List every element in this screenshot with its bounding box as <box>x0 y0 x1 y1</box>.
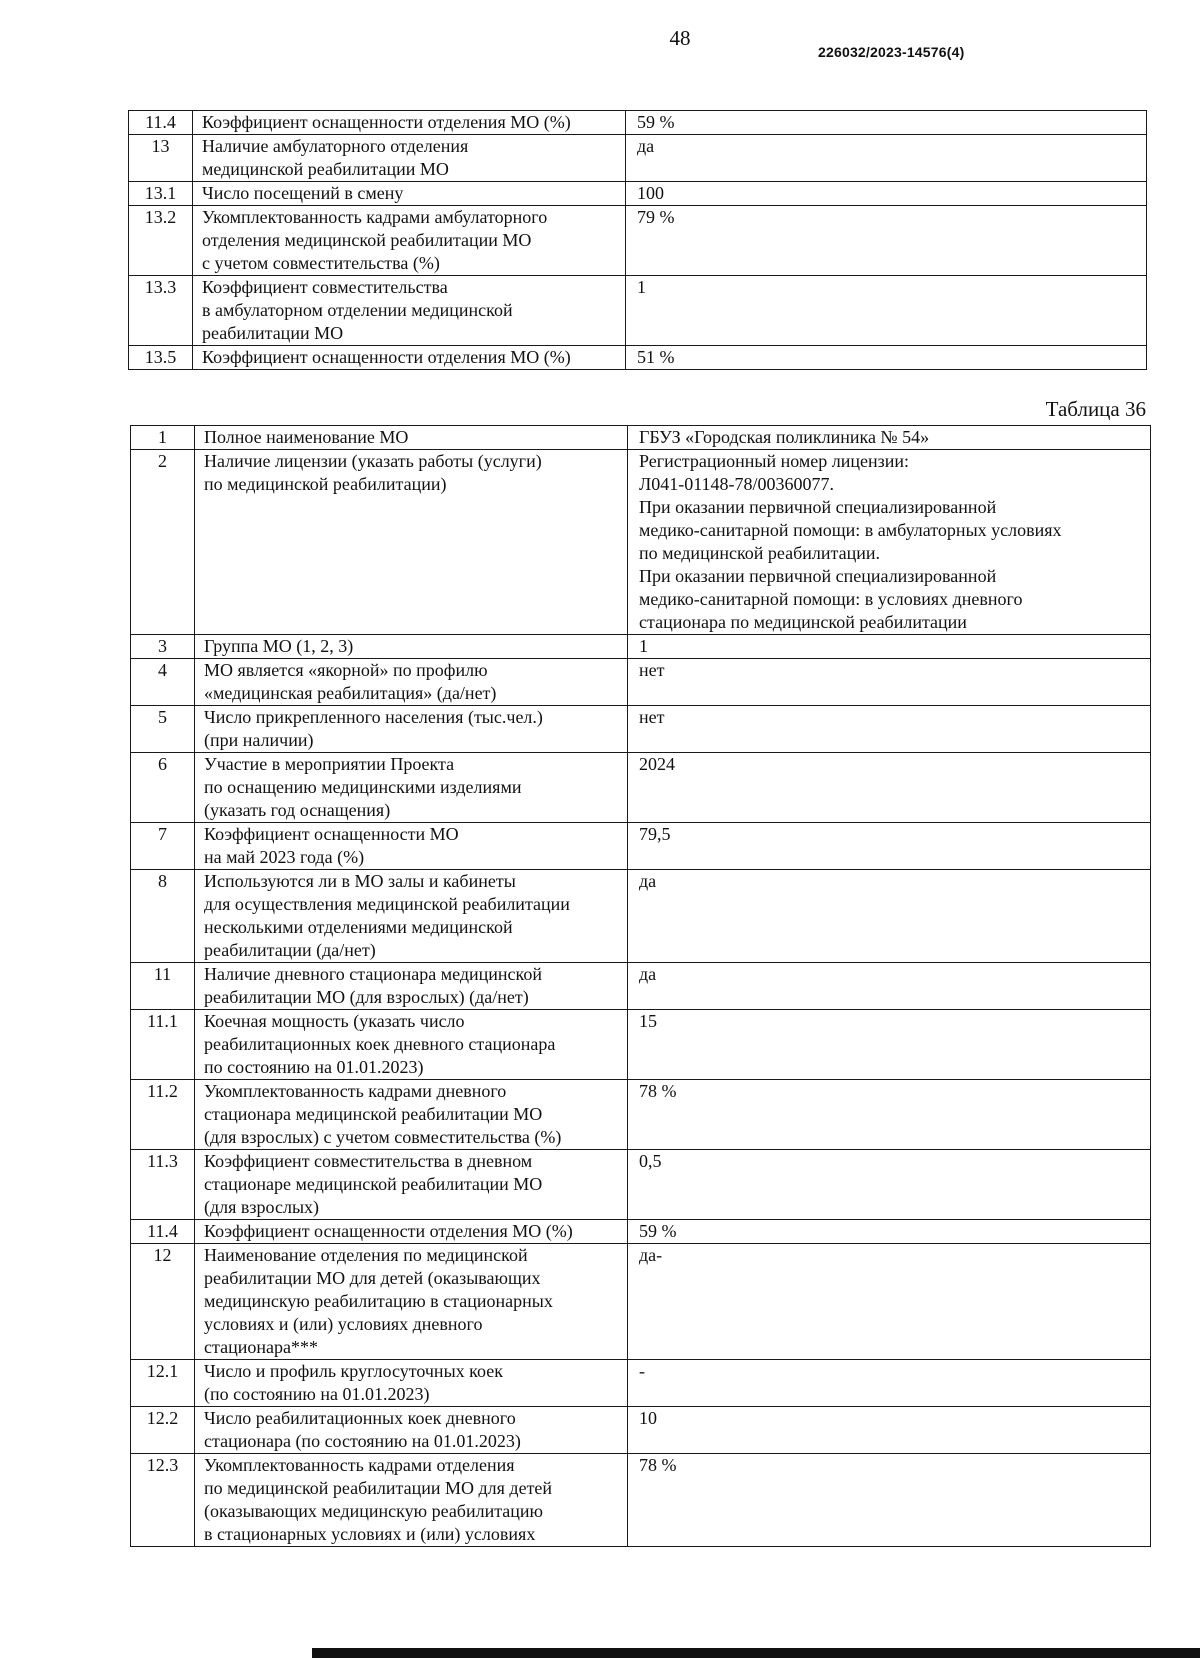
value-line: 100 <box>637 183 664 203</box>
value-line: да <box>639 964 657 984</box>
top-table <box>128 110 1147 370</box>
row-label <box>195 1220 628 1244</box>
value-line: 78 % <box>639 1455 677 1475</box>
label-line: реабилитации МО (для взрослых) (да/нет) <box>204 987 529 1007</box>
row-label <box>195 1407 628 1454</box>
value-line: да <box>639 871 657 891</box>
label-line: с учетом совместительства (%) <box>202 253 440 273</box>
label-line: Число прикрепленного населения (тыс.чел.) <box>204 707 543 727</box>
label-line: Наличие амбулаторного отделения <box>202 136 469 156</box>
label-line: на май 2023 года (%) <box>204 847 365 867</box>
label-line: (для взрослых) <box>204 1197 320 1217</box>
label-line: (указать год оснащения) <box>204 800 391 820</box>
label-line: Группа МО (1, 2, 3) <box>204 636 354 656</box>
label-line: реабилитации МО <box>202 323 344 343</box>
label-line: стационара медицинской реабилитации МО <box>204 1104 543 1124</box>
label-line: Коэффициент совместительства <box>202 277 448 297</box>
row-value <box>628 823 1151 870</box>
row-label <box>195 1010 628 1080</box>
table-row <box>131 1220 1151 1244</box>
row-number: 11.4 <box>129 111 193 135</box>
row-number: 12.1 <box>131 1360 195 1407</box>
row-value <box>626 111 1147 135</box>
row-number: 11.2 <box>131 1080 195 1150</box>
label-line: по медицинской реабилитации) <box>204 474 447 494</box>
label-line: Коэффициент оснащенности отделения МО (%) <box>204 1221 573 1241</box>
value-line: Регистрационный номер лицензии: <box>639 451 910 471</box>
row-number: 13.1 <box>129 182 193 206</box>
table-row <box>131 870 1151 963</box>
row-number: 12.3 <box>131 1454 195 1547</box>
row-label <box>195 1454 628 1547</box>
row-value <box>626 276 1147 346</box>
value-line: 0,5 <box>639 1151 662 1171</box>
row-number: 5 <box>131 706 195 753</box>
row-number: 13.5 <box>129 346 193 370</box>
table-row <box>131 1080 1151 1150</box>
row-number: 13 <box>129 135 193 182</box>
label-line: Полное наименование МО <box>204 427 409 447</box>
value-line: да <box>637 136 655 156</box>
row-label <box>193 276 626 346</box>
table-row <box>131 1454 1151 1547</box>
row-value <box>628 426 1151 450</box>
value-line: 1 <box>639 636 648 656</box>
value-line: 2024 <box>639 754 675 774</box>
row-number: 11.3 <box>131 1150 195 1220</box>
value-line: Л041-01148-78/00360077. <box>639 474 835 494</box>
value-line: При оказании первичной специализированной <box>639 497 997 517</box>
label-line: Коэффициент оснащенности отделения МО (%) <box>202 112 571 132</box>
row-value <box>628 1010 1151 1080</box>
table-row <box>131 1360 1151 1407</box>
label-line: несколькими отделениями медицинской <box>204 917 513 937</box>
value-line: нет <box>639 707 665 727</box>
row-number: 3 <box>131 635 195 659</box>
row-label <box>193 206 626 276</box>
label-line: по медицинской реабилитации МО для детей <box>204 1478 553 1498</box>
label-line: стационара (по состоянию на 01.01.2023) <box>204 1431 521 1451</box>
value-line: да- <box>639 1245 663 1265</box>
table-row <box>131 426 1151 450</box>
row-label <box>195 426 628 450</box>
row-number: 6 <box>131 753 195 823</box>
row-number: 2 <box>131 450 195 635</box>
label-line: Число посещений в смену <box>202 183 404 203</box>
label-line: (оказывающих медицинскую реабилитацию <box>204 1501 544 1521</box>
row-number: 4 <box>131 659 195 706</box>
label-line: Укомплектованность кадрами отделения <box>204 1455 515 1475</box>
label-line: Число реабилитационных коек дневного <box>204 1408 516 1428</box>
table-caption: Таблица 36 <box>1045 397 1146 421</box>
label-line: Коэффициент оснащенности МО <box>204 824 459 844</box>
value-line: ГБУЗ «Городская поликлиника № 54» <box>639 427 930 447</box>
label-line: Число и профиль круглосуточных коек <box>204 1361 503 1381</box>
table-row <box>131 753 1151 823</box>
row-value <box>628 659 1151 706</box>
label-line: отделения медицинской реабилитации МО <box>202 230 532 250</box>
main-table-body <box>131 426 1151 1547</box>
row-number: 7 <box>131 823 195 870</box>
row-value <box>628 1080 1151 1150</box>
value-line: 59 % <box>637 112 675 132</box>
row-value <box>628 1220 1151 1244</box>
row-value <box>626 182 1147 206</box>
table-row <box>131 635 1151 659</box>
row-value <box>628 1454 1151 1547</box>
row-number: 8 <box>131 870 195 963</box>
table-row <box>129 135 1147 182</box>
row-number: 11.4 <box>131 1220 195 1244</box>
table-row <box>129 206 1147 276</box>
label-line: Коечная мощность (указать число <box>204 1011 465 1031</box>
label-line: Коэффициент оснащенности отделения МО (%) <box>202 347 571 367</box>
value-line: - <box>639 1361 645 1381</box>
row-label <box>193 182 626 206</box>
label-line: медицинской реабилитации МО <box>202 159 449 179</box>
label-line: условиях и (или) условиях дневного <box>204 1314 483 1334</box>
value-line: медико-санитарной помощи: в условиях дневного <box>639 589 1023 609</box>
value-line: 79 % <box>637 207 675 227</box>
table-row <box>131 1010 1151 1080</box>
label-line: Укомплектованность кадрами дневного <box>204 1081 507 1101</box>
value-line: 15 <box>639 1011 657 1031</box>
row-label <box>195 1360 628 1407</box>
row-value <box>628 1407 1151 1454</box>
label-line: стационаре медицинской реабилитации МО <box>204 1174 543 1194</box>
table-row <box>131 823 1151 870</box>
row-label <box>195 1244 628 1360</box>
row-label <box>195 1150 628 1220</box>
label-line: стационара*** <box>204 1337 318 1357</box>
label-line: «медицинская реабилитация» (да/нет) <box>204 683 497 703</box>
value-line: медико-санитарной помощи: в амбулаторных условиях <box>639 520 1062 540</box>
row-label <box>195 753 628 823</box>
row-value <box>628 1360 1151 1407</box>
row-label <box>193 111 626 135</box>
row-label <box>195 450 628 635</box>
main-table <box>130 425 1151 1547</box>
label-line: Участие в мероприятии Проекта <box>204 754 455 774</box>
page-number: 48 <box>669 26 691 50</box>
document-id: 226032/2023-14576(4) <box>818 44 965 60</box>
value-line: 79,5 <box>639 824 671 844</box>
label-line: Наименование отделения по медицинской <box>204 1245 528 1265</box>
table-row <box>129 111 1147 135</box>
label-line: Укомплектованность кадрами амбулаторного <box>202 207 548 227</box>
label-line: Коэффициент совместительства в дневном <box>204 1151 533 1171</box>
row-value <box>628 963 1151 1010</box>
row-value <box>628 1150 1151 1220</box>
table-row <box>131 1150 1151 1220</box>
row-value <box>628 706 1151 753</box>
value-line: 78 % <box>639 1081 677 1101</box>
value-line: 10 <box>639 1408 657 1428</box>
label-line: реабилитационных коек дневного стационара <box>204 1034 556 1054</box>
row-label <box>195 963 628 1010</box>
row-label <box>195 659 628 706</box>
row-number: 12.2 <box>131 1407 195 1454</box>
label-line: медицинскую реабилитацию в стационарных <box>204 1291 553 1311</box>
row-value <box>626 135 1147 182</box>
row-number: 11 <box>131 963 195 1010</box>
label-line: в амбулаторном отделении медицинской <box>202 300 513 320</box>
label-line: в стационарных условиях и (или) условиях <box>204 1524 536 1544</box>
row-value <box>628 753 1151 823</box>
label-line: МО является «якорной» по профилю <box>204 660 488 680</box>
table-row <box>129 276 1147 346</box>
row-number: 13.3 <box>129 276 193 346</box>
row-number: 1 <box>131 426 195 450</box>
label-line: (при наличии) <box>204 730 314 750</box>
row-number: 11.1 <box>131 1010 195 1080</box>
value-line: стационара по медицинской реабилитации <box>639 612 967 632</box>
row-label <box>195 870 628 963</box>
label-line: Наличие дневного стационара медицинской <box>204 964 543 984</box>
label-line: по оснащению медицинскими изделиями <box>204 777 522 797</box>
label-line: реабилитации МО для детей (оказывающих <box>204 1268 541 1288</box>
top-table-body <box>129 111 1147 370</box>
table-row <box>131 963 1151 1010</box>
table-row <box>129 182 1147 206</box>
row-number: 12 <box>131 1244 195 1360</box>
table-row <box>129 346 1147 370</box>
table-row <box>131 706 1151 753</box>
label-line: (по состоянию на 01.01.2023) <box>204 1384 430 1404</box>
value-line: по медицинской реабилитации. <box>639 543 880 563</box>
row-label <box>195 635 628 659</box>
table-row <box>131 1407 1151 1454</box>
row-value <box>628 1244 1151 1360</box>
row-label <box>193 346 626 370</box>
label-line: для осуществления медицинской реабилитации <box>204 894 570 914</box>
row-number: 13.2 <box>129 206 193 276</box>
table-row <box>131 1244 1151 1360</box>
row-value <box>628 635 1151 659</box>
table-row <box>131 659 1151 706</box>
row-value <box>626 206 1147 276</box>
row-value <box>628 450 1151 635</box>
row-label <box>195 1080 628 1150</box>
value-line: При оказании первичной специализированной <box>639 566 997 586</box>
value-line: 1 <box>637 277 646 297</box>
value-line: нет <box>639 660 665 680</box>
row-value <box>626 346 1147 370</box>
label-line: Используются ли в МО залы и кабинеты <box>204 871 516 891</box>
value-line: 59 % <box>639 1221 677 1241</box>
row-label <box>195 706 628 753</box>
footer-rule <box>312 1648 1200 1658</box>
table-row <box>131 450 1151 635</box>
label-line: Наличие лицензии (указать работы (услуги) <box>204 451 542 471</box>
label-line: по состоянию на 01.01.2023) <box>204 1057 424 1077</box>
label-line: (для взрослых) с учетом совместительства (%) <box>204 1127 562 1147</box>
row-label <box>193 135 626 182</box>
row-value <box>628 870 1151 963</box>
label-line: реабилитации (да/нет) <box>204 940 376 960</box>
value-line: 51 % <box>637 347 675 367</box>
row-label <box>195 823 628 870</box>
